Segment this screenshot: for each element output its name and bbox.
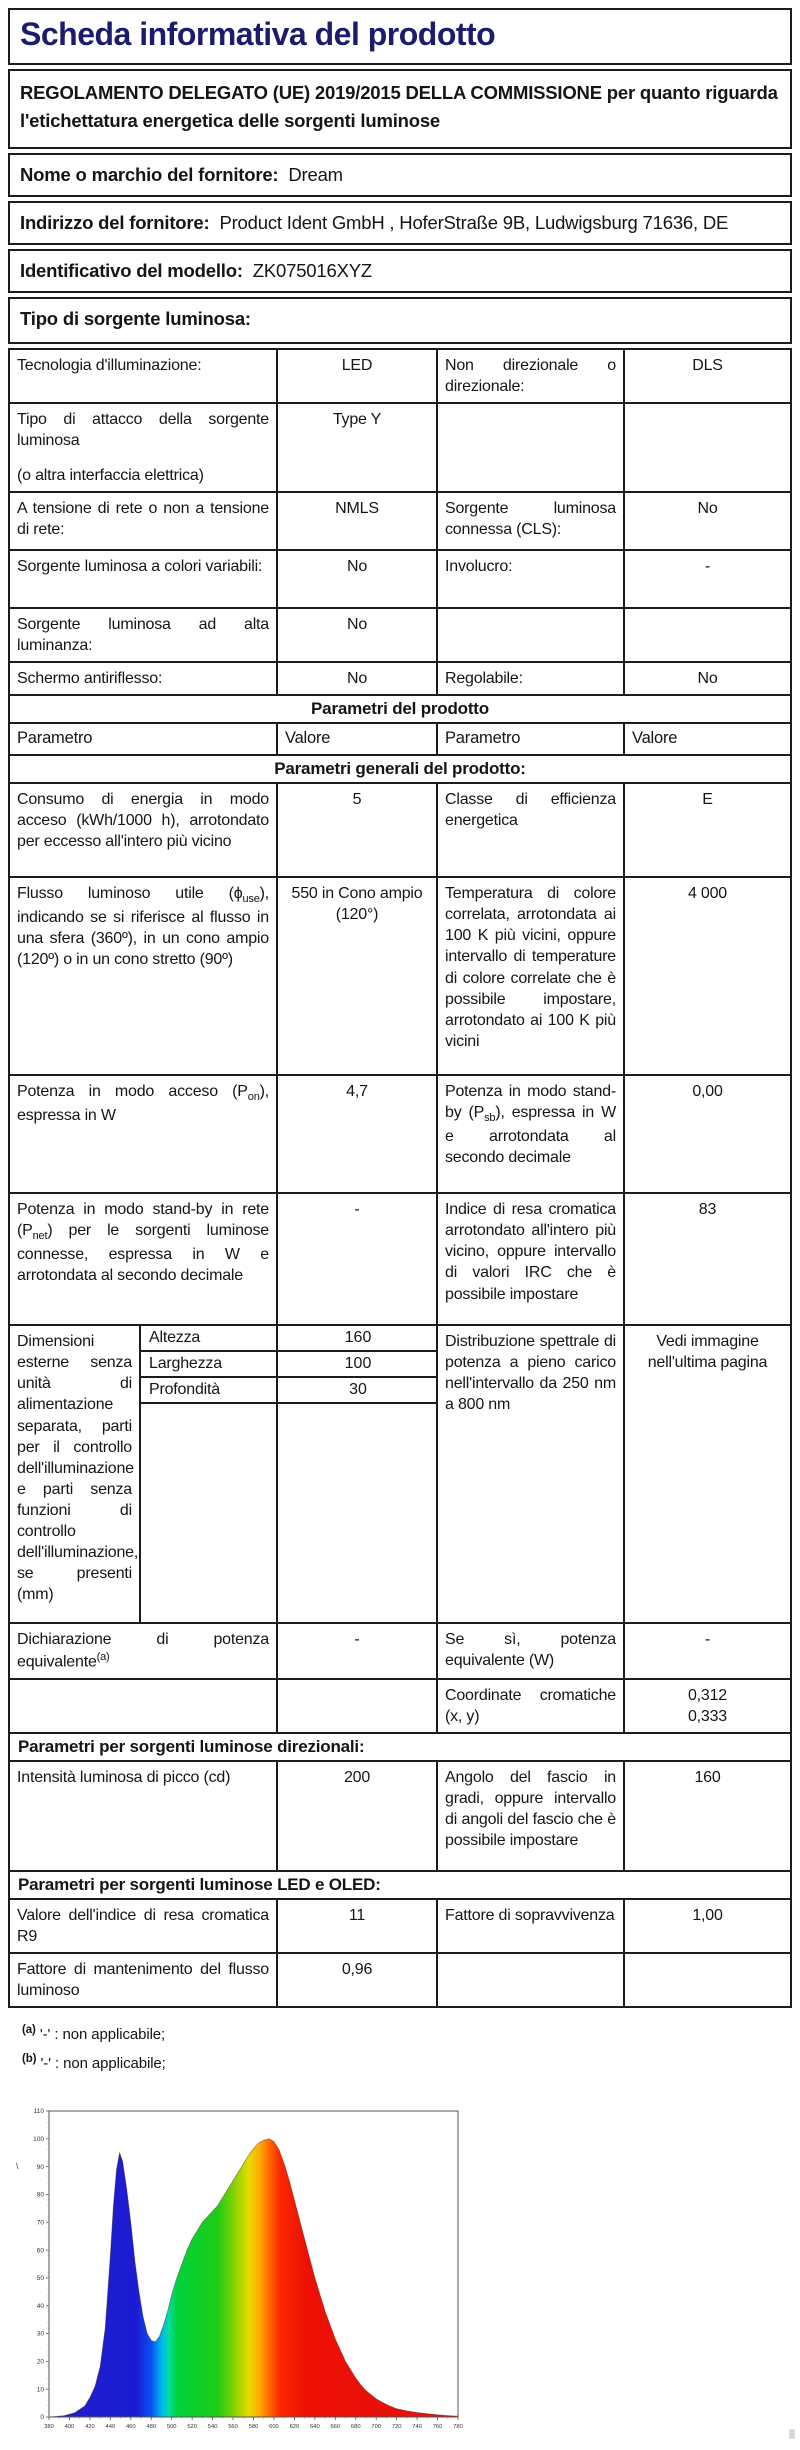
footnote-a: $^{(a)}$ '-' : non applicabile; bbox=[22, 2024, 166, 2044]
svg-text:600: 600 bbox=[269, 2423, 279, 2430]
svg-text:380: 380 bbox=[44, 2423, 54, 2430]
footnotes bbox=[22, 2020, 792, 2077]
param-cell: Sorgente luminosa a colori variabili: bbox=[10, 551, 278, 607]
column-header: Valore bbox=[632, 729, 678, 748]
value-cell: - bbox=[278, 1194, 438, 1324]
led-oled-parameters-band: Parametri per sorgenti luminose LED e OLED: bbox=[10, 1870, 790, 1898]
value-cell: 0,96 bbox=[278, 1954, 438, 2006]
subscript: sb bbox=[484, 1112, 496, 1125]
value-cell: 83 bbox=[698, 1201, 717, 1219]
svg-text:640: 640 bbox=[310, 2423, 320, 2430]
directional-parameters-band: Parametri per sorgenti luminose direzionali: bbox=[10, 1732, 790, 1760]
table-row-anti-glare bbox=[10, 661, 790, 694]
svg-text:0: 0 bbox=[40, 2414, 44, 2422]
empty-cell bbox=[141, 1404, 278, 1622]
value-cell: - bbox=[704, 558, 711, 576]
param-cell: Temperatura di colore correlata, arrotondata ai 100 K più vicini, oppure intervallo di temperature di colore correlate che è possibile impostare, arrotondato ai 100 K più vicini bbox=[438, 878, 625, 1074]
table-row-peak-intensity bbox=[10, 1760, 790, 1870]
param-cell: Intensità luminosa di picco (cd) bbox=[10, 1762, 278, 1870]
table-row-energy-consumption bbox=[10, 782, 790, 876]
svg-text:680: 680 bbox=[350, 2423, 361, 2430]
table-row-on-mode-power bbox=[10, 1074, 790, 1192]
superscript: (a) bbox=[96, 1651, 110, 1664]
dimension-value: 30 bbox=[278, 1378, 438, 1404]
param-cell: Dimensioni esterne senza unità di alimentazione separata, parti per il controllo dell'illuminazione e parti senza funzioni di controllo dell'illuminazione, se presenti (mm) bbox=[10, 1326, 141, 1622]
supplier-address-row bbox=[8, 201, 792, 245]
svg-text:660: 660 bbox=[330, 2423, 341, 2430]
svg-text:30: 30 bbox=[36, 2330, 44, 2338]
value-cell: - bbox=[704, 1631, 711, 1649]
value-cell: NMLS bbox=[278, 493, 438, 549]
supplier-address-value: Product Ident GmbH , HoferStraße 9B, Ludwigsburg 71636, DE bbox=[219, 211, 729, 233]
product-information-sheet bbox=[8, 8, 792, 2442]
table-row-colour-tunable bbox=[10, 549, 790, 607]
param-cell: Se sì, potenza equivalente (W) bbox=[438, 1624, 625, 1678]
svg-text:20: 20 bbox=[36, 2358, 44, 2366]
model-id-value: ZK075016XYZ bbox=[252, 259, 372, 281]
param-cell: Sorgente luminosa ad alta luminanza: bbox=[10, 609, 278, 661]
param-cell: Flusso luminoso utile $(\phi_{use})$, indicando se si riferisce al flusso in una sfera (360º), in un cono ampio (120º) o in un cono stretto (90º) bbox=[10, 878, 278, 1074]
table-row-cap-type bbox=[10, 402, 790, 491]
svg-text:560: 560 bbox=[228, 2423, 238, 2430]
column-header: Parametro bbox=[438, 724, 625, 754]
value-cell: No bbox=[278, 551, 438, 607]
value-cell: - bbox=[278, 1624, 438, 1678]
subscript: on bbox=[247, 1091, 260, 1104]
spectral-chart-svg bbox=[22, 2103, 468, 2437]
svg-text:780: 780 bbox=[453, 2423, 463, 2430]
subscript: use bbox=[242, 893, 260, 906]
svg-text:620: 620 bbox=[289, 2423, 300, 2430]
svg-text:100: 100 bbox=[33, 2135, 44, 2143]
column-header: Valore bbox=[278, 724, 438, 754]
column-header-row bbox=[10, 722, 790, 754]
model-id-row bbox=[8, 249, 792, 293]
empty-cell bbox=[438, 404, 625, 491]
value-cell: No bbox=[697, 500, 718, 518]
table-row-technology bbox=[10, 350, 790, 402]
param-cell: Indice di resa cromatica arrotondato all'intero più vicino, oppure intervallo di valori IRC che è possibile impostare bbox=[438, 1194, 625, 1324]
value-cell: DLS bbox=[692, 356, 723, 374]
param-cell: A tensione di rete o non a tensione di rete: bbox=[10, 493, 278, 549]
table-row-mains bbox=[10, 491, 790, 549]
regulation-text: REGOLAMENTO DELEGATO (UE) 2019/2015 DELLA COMMISSIONE per quanto riguarda l'etichettatura energetica delle sorgenti luminose bbox=[8, 69, 792, 149]
value-cell: No bbox=[278, 609, 438, 661]
value-cell: Type Y bbox=[278, 404, 438, 491]
supplier-name-label: Nome o marchio del fornitore: bbox=[20, 163, 279, 185]
value-cell: No bbox=[278, 663, 438, 694]
value-cell: 0,00 bbox=[692, 1083, 723, 1101]
table-row-dimensions bbox=[10, 1324, 790, 1622]
svg-text:760: 760 bbox=[432, 2423, 443, 2430]
value-cell: 1,00 bbox=[692, 1906, 723, 1924]
dimension-value: 100 bbox=[278, 1352, 438, 1378]
value-cell: 11 bbox=[278, 1900, 438, 1952]
param-cell: Regolabile: bbox=[438, 663, 625, 694]
empty-cell bbox=[625, 609, 790, 661]
empty-cell bbox=[625, 1954, 790, 2006]
svg-text:440: 440 bbox=[105, 2423, 116, 2430]
product-parameters-band: Parametri del prodotto bbox=[10, 694, 790, 722]
svg-text:540: 540 bbox=[207, 2423, 218, 2430]
svg-text:80: 80 bbox=[36, 2191, 44, 2199]
param-cell: Angolo del fascio in gradi, oppure intervallo di angoli del fascio che è possibile impostare bbox=[438, 1762, 625, 1870]
value-cell: LED bbox=[278, 350, 438, 402]
y-axis-stray-mark: \ bbox=[16, 2160, 19, 2171]
table-row-high-luminance bbox=[10, 607, 790, 661]
param-cell: Fattore di mantenimento del flusso luminoso bbox=[10, 1954, 278, 2006]
svg-text:700: 700 bbox=[371, 2423, 382, 2430]
value-cell: 200 bbox=[278, 1762, 438, 1870]
chromaticity-y: 0,333 bbox=[687, 1707, 728, 1725]
model-id-label: Identificativo del modello: bbox=[20, 259, 243, 281]
value-cell: No bbox=[697, 670, 718, 688]
table-row-standby-power bbox=[10, 1192, 790, 1324]
empty-cell bbox=[625, 404, 790, 491]
svg-text:740: 740 bbox=[412, 2423, 422, 2430]
value-cell: 5 bbox=[278, 784, 438, 876]
footnote-b: $^{(b)}$ '-' : non applicabile; bbox=[22, 2052, 166, 2072]
param-cell: Tecnologia d'illuminazione: bbox=[10, 350, 278, 402]
svg-text:400: 400 bbox=[64, 2423, 75, 2430]
table-row-equivalent-power bbox=[10, 1622, 790, 1678]
cap-type-line1: Tipo di attacco della sorgente luminosa bbox=[17, 410, 269, 449]
supplier-address-label: Indirizzo del fornitore: bbox=[20, 211, 210, 233]
param-cell: Potenza in modo stand-by $(P_{sb})$, espressa in W e arrotondata al secondo decimale bbox=[438, 1076, 625, 1192]
chromaticity-x: 0,312 bbox=[687, 1686, 728, 1704]
svg-text:40: 40 bbox=[36, 2302, 44, 2310]
table-row-r9 bbox=[10, 1898, 790, 1952]
svg-text:60: 60 bbox=[36, 2247, 44, 2255]
page-title: Scheda informativa del prodotto bbox=[20, 16, 496, 52]
column-header: Parametro bbox=[10, 724, 278, 754]
parameters-table bbox=[8, 348, 792, 2009]
empty-cell bbox=[278, 1404, 438, 1622]
empty-cell bbox=[438, 1954, 625, 2006]
dimension-label: Larghezza bbox=[141, 1352, 278, 1378]
value-cell: Vedi immagine nell'ultima pagina bbox=[647, 1333, 768, 1372]
param-cell: Dichiarazione di potenza equivalente$^{(a)}$ bbox=[10, 1624, 278, 1678]
value-cell bbox=[625, 1680, 790, 1732]
param-cell: Potenza in modo acceso $(P_{on})$, espressa in W bbox=[10, 1076, 278, 1192]
svg-text:720: 720 bbox=[391, 2423, 402, 2430]
value-cell: 4 000 bbox=[687, 885, 728, 903]
value-cell: 4,7 bbox=[278, 1076, 438, 1192]
table-row-chromaticity bbox=[10, 1678, 790, 1732]
svg-text:420: 420 bbox=[85, 2423, 95, 2430]
param-cell: Non direzionale o direzionale: bbox=[438, 350, 625, 402]
param-cell: Schermo antiriflesso: bbox=[10, 663, 278, 694]
param-cell: Valore dell'indice di resa cromatica R9 bbox=[10, 1900, 278, 1952]
svg-text:500: 500 bbox=[166, 2423, 177, 2430]
spectral-distribution-chart bbox=[16, 2103, 476, 2442]
title-box bbox=[8, 8, 792, 65]
supplier-name-value: Dream bbox=[288, 163, 343, 185]
param-cell: Coordinate cromatiche (x, y) bbox=[438, 1680, 625, 1732]
param-cell: Consumo di energia in modo acceso (kWh/1000 h), arrotondato per eccesso all'intero più vicino bbox=[10, 784, 278, 876]
table-row-useful-flux bbox=[10, 876, 790, 1074]
param-cell: Fattore di sopravvivenza bbox=[438, 1900, 625, 1952]
table-row-lumen-maintenance bbox=[10, 1952, 790, 2006]
param-cell: Potenza in modo stand-by in rete $(P_{net})$ per le sorgenti luminose connesse, espressa in W e arrotondata al secondo decimale bbox=[10, 1194, 278, 1324]
subscript: net bbox=[32, 1230, 48, 1243]
dimension-label: Profondità bbox=[141, 1378, 278, 1404]
svg-text:10: 10 bbox=[36, 2386, 44, 2394]
page-corner-artifact bbox=[789, 2429, 795, 2439]
svg-text:460: 460 bbox=[125, 2423, 136, 2430]
param-cell: Involucro: bbox=[438, 551, 625, 607]
svg-text:580: 580 bbox=[248, 2423, 259, 2430]
dimension-label: Altezza bbox=[141, 1326, 278, 1352]
dimension-value: 160 bbox=[278, 1326, 438, 1352]
light-source-type-header: Tipo di sorgente luminosa: bbox=[8, 297, 792, 344]
svg-text:70: 70 bbox=[36, 2219, 44, 2227]
svg-text:90: 90 bbox=[36, 2163, 44, 2171]
cap-type-line2: (o altra interfaccia elettrica) bbox=[17, 466, 204, 484]
svg-text:50: 50 bbox=[36, 2274, 44, 2282]
value-cell: 550 in Cono ampio (120°) bbox=[278, 878, 438, 1074]
param-cell bbox=[10, 404, 278, 491]
empty-cell bbox=[278, 1680, 438, 1732]
empty-cell bbox=[10, 1680, 278, 1732]
empty-cell bbox=[438, 609, 625, 661]
value-cell: E bbox=[702, 791, 713, 809]
supplier-name-row bbox=[8, 153, 792, 197]
param-cell: Sorgente luminosa connessa (CLS): bbox=[438, 493, 625, 549]
dimensions-sub-table bbox=[141, 1326, 438, 1622]
svg-text:110: 110 bbox=[33, 2108, 44, 2116]
value-cell: 160 bbox=[694, 1768, 721, 1786]
param-cell: Distribuzione spettrale di potenza a pieno carico nell'intervallo da 250 nm a 800 nm bbox=[438, 1326, 625, 1622]
svg-text:480: 480 bbox=[146, 2423, 157, 2430]
svg-text:520: 520 bbox=[187, 2423, 197, 2430]
general-parameters-band: Parametri generali del prodotto: bbox=[10, 754, 790, 782]
param-cell: Classe di efficienza energetica bbox=[438, 784, 625, 876]
